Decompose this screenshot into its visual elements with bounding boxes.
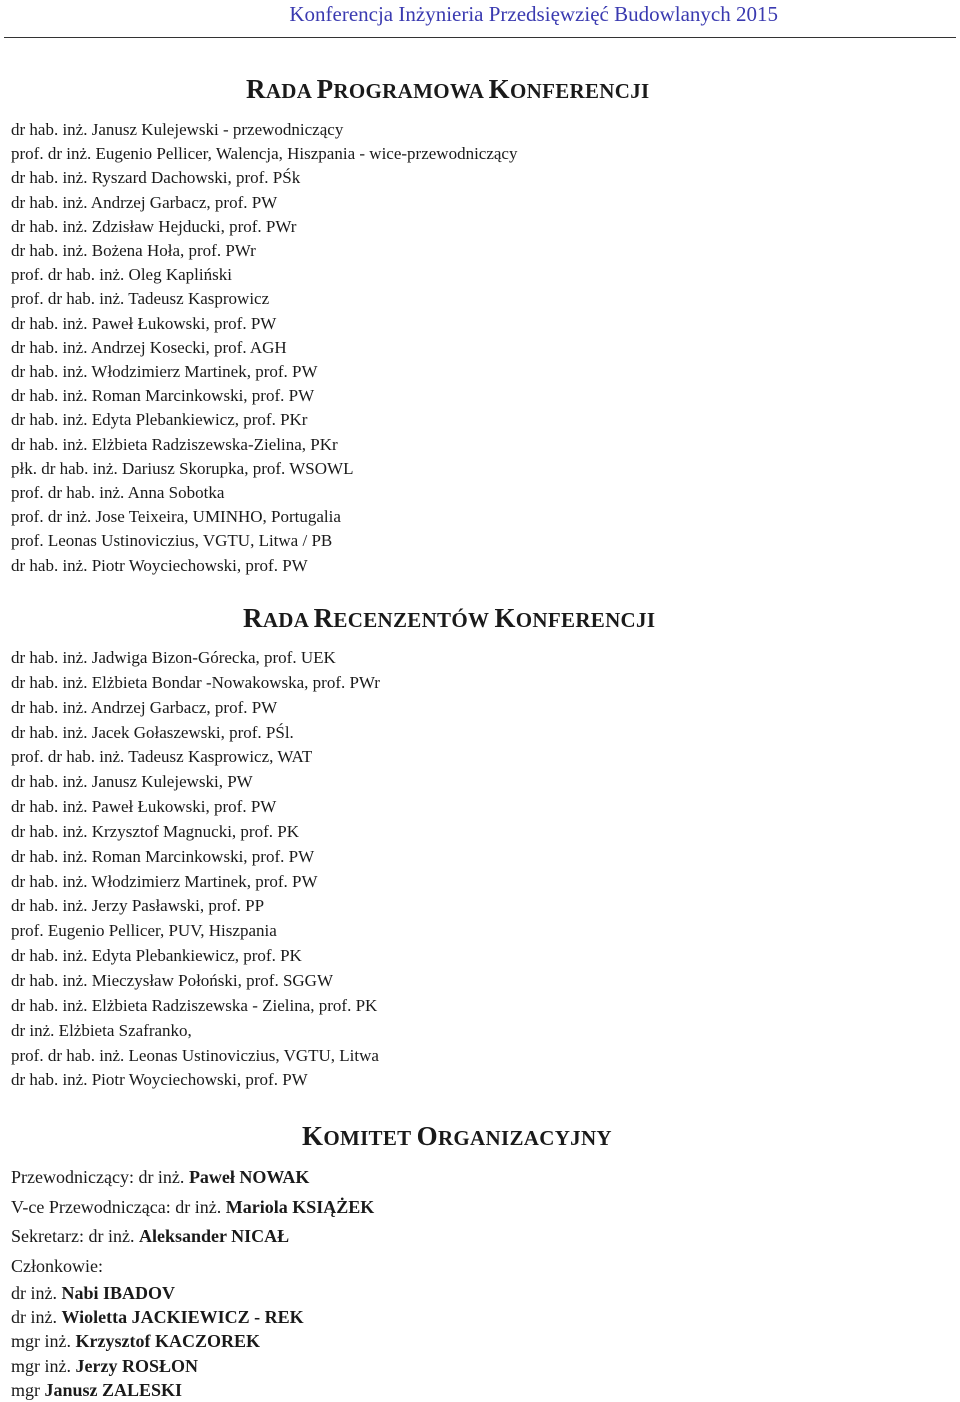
program-council-member: prof. Leonas Ustinoviczius, VGTU, Litwa / PB — [11, 531, 333, 551]
organizing-member — [11, 1354, 304, 1378]
program-council-member: prof. dr inż. Jose Teixeira, UMINHO, Portugalia — [11, 507, 341, 527]
title-prefix: mgr inż. — [11, 1355, 76, 1376]
header-rule — [4, 37, 956, 38]
program-council-member: dr hab. inż. Paweł Łukowski, prof. PW — [11, 313, 277, 333]
reviewers-council-heading — [243, 603, 655, 634]
program-council-list — [11, 118, 517, 578]
reviewer-member: dr hab. inż. Janusz Kulejewski, PW — [11, 772, 253, 792]
program-council-member: dr hab. inż. Piotr Woyciechowski, prof. PW — [11, 555, 308, 575]
program-council-member: dr hab. inż. Roman Marcinkowski, prof. PW — [11, 386, 315, 406]
program-council-member: płk. dr hab. inż. Dariusz Skorupka, prof. WSOWL — [11, 458, 354, 478]
reviewer-member: dr hab. inż. Krzysztof Magnucki, prof. PK — [11, 821, 299, 841]
reviewer-member: dr hab. inż. Roman Marcinkowski, prof. PW — [11, 846, 315, 866]
heading-word: RADA — [243, 603, 314, 633]
program-council-member: dr hab. inż. Andrzej Garbacz, prof. PW — [11, 192, 278, 212]
reviewer-member: prof. dr hab. inż. Tadeusz Kasprowicz, WAT — [11, 747, 313, 767]
program-council-member: dr hab. inż. Elżbieta Radziszewska-Zielina, PKr — [11, 434, 338, 454]
program-council-member: dr hab. inż. Bożena Hoła, prof. PWr — [11, 241, 256, 261]
program-council-member: dr hab. inż. Edyta Plebankiewicz, prof. PKr — [11, 410, 308, 430]
reviewer-member: dr hab. inż. Andrzej Garbacz, prof. PW — [11, 697, 278, 717]
reviewer-member: dr hab. inż. Włodzimierz Martinek, prof. PW — [11, 871, 318, 891]
reviewer-member: dr hab. inż. Jerzy Pasławski, prof. PP — [11, 896, 265, 916]
person-name: Janusz ZALESKI — [44, 1379, 183, 1400]
conference-title: Konferencja Inżynieria Przedsięwzięć Budowlanych 2015 — [289, 2, 778, 26]
reviewer-member: dr hab. inż. Jacek Gołaszewski, prof. PŚl. — [11, 722, 294, 742]
organizing-role — [11, 1193, 374, 1223]
heading-word: PROGRAMOWA — [316, 74, 489, 104]
reviewer-member: dr hab. inż. Elżbieta Radziszewska - Zielina, prof. PK — [11, 995, 378, 1015]
person-name: Wioletta JACKIEWICZ - REK — [61, 1307, 304, 1328]
title-prefix: dr inż. — [11, 1283, 62, 1303]
title-prefix: Przewodniczący: dr inż. — [11, 1167, 189, 1187]
heading-word: KONFERENCJI — [488, 74, 650, 104]
heading-word: KOMITET — [302, 1121, 417, 1151]
program-council-heading — [246, 74, 649, 105]
program-council-member: prof. dr inż. Eugenio Pellicer, Walencja, Hiszpania - wice-przewodniczący — [11, 144, 518, 164]
organizing-role — [11, 1252, 374, 1282]
person-name: Nabi IBADOV — [61, 1283, 176, 1303]
reviewer-member: dr hab. inż. Elżbieta Bondar -Nowakowska, prof. PWr — [11, 672, 380, 692]
reviewer-member: dr hab. inż. Mieczysław Połoński, prof. SGGW — [11, 970, 334, 990]
person-name: Aleksander NICAŁ — [138, 1226, 290, 1246]
reviewer-member: dr hab. inż. Edyta Plebankiewicz, prof. PK — [11, 946, 302, 966]
organizing-members-list — [11, 1281, 304, 1402]
organizing-member — [11, 1305, 304, 1329]
title-prefix: V-ce Przewodnicząca: dr inż. — [11, 1196, 226, 1217]
organizing-role — [11, 1222, 374, 1252]
program-council-member: dr hab. inż. Włodzimierz Martinek, prof. PW — [11, 362, 318, 382]
organizing-committee-heading — [302, 1121, 612, 1152]
program-council-member: dr hab. inż. Andrzej Kosecki, prof. AGH — [11, 337, 287, 357]
reviewer-member: dr hab. inż. Paweł Łukowski, prof. PW — [11, 797, 277, 817]
person-name: Paweł NOWAK — [188, 1167, 310, 1187]
person-name: Krzysztof KACZOREK — [75, 1331, 260, 1352]
organizing-member — [11, 1281, 304, 1305]
page-header — [0, 0, 960, 32]
heading-word: RECENZENTÓW — [313, 603, 495, 633]
reviewers-council-list — [11, 646, 380, 1093]
program-council-member: dr hab. inż. Ryszard Dachowski, prof. PŚk — [11, 168, 301, 188]
reviewer-member: prof. Eugenio Pellicer, PUV, Hiszpania — [11, 921, 277, 941]
title-prefix: Członkowie: — [11, 1255, 103, 1276]
organizing-role — [11, 1163, 374, 1193]
title-prefix: Sekretarz: dr inż. — [11, 1226, 139, 1246]
title-prefix: mgr inż. — [11, 1331, 76, 1352]
program-council-member: dr hab. inż. Zdzisław Hejducki, prof. PWr — [11, 216, 297, 236]
reviewer-member: dr hab. inż. Piotr Woyciechowski, prof. PW — [11, 1070, 308, 1090]
title-prefix: mgr — [11, 1379, 45, 1400]
program-council-member: prof. dr hab. inż. Oleg Kapliński — [11, 265, 232, 285]
heading-word: RADA — [246, 74, 317, 104]
heading-word: ORGANIZACYJNY — [416, 1121, 612, 1151]
program-council-member: prof. dr hab. inż. Tadeusz Kasprowicz — [11, 289, 270, 309]
reviewer-member: prof. dr hab. inż. Leonas Ustinoviczius, VGTU, Litwa — [11, 1045, 379, 1065]
title-prefix: dr inż. — [11, 1307, 62, 1328]
organizing-member — [11, 1378, 304, 1402]
organizing-roles-list — [11, 1163, 374, 1281]
program-council-member: dr hab. inż. Janusz Kulejewski - przewodniczący — [11, 120, 344, 139]
person-name: Mariola KSIĄŻEK — [225, 1196, 375, 1217]
reviewer-member: dr hab. inż. Jadwiga Bizon-Górecka, prof. UEK — [11, 648, 336, 667]
program-council-member: prof. dr hab. inż. Anna Sobotka — [11, 483, 225, 503]
person-name: Jerzy ROSŁON — [75, 1355, 198, 1376]
heading-word: KONFERENCJI — [494, 603, 656, 633]
organizing-member — [11, 1329, 304, 1353]
reviewer-member: dr inż. Elżbieta Szafranko, — [11, 1020, 192, 1040]
